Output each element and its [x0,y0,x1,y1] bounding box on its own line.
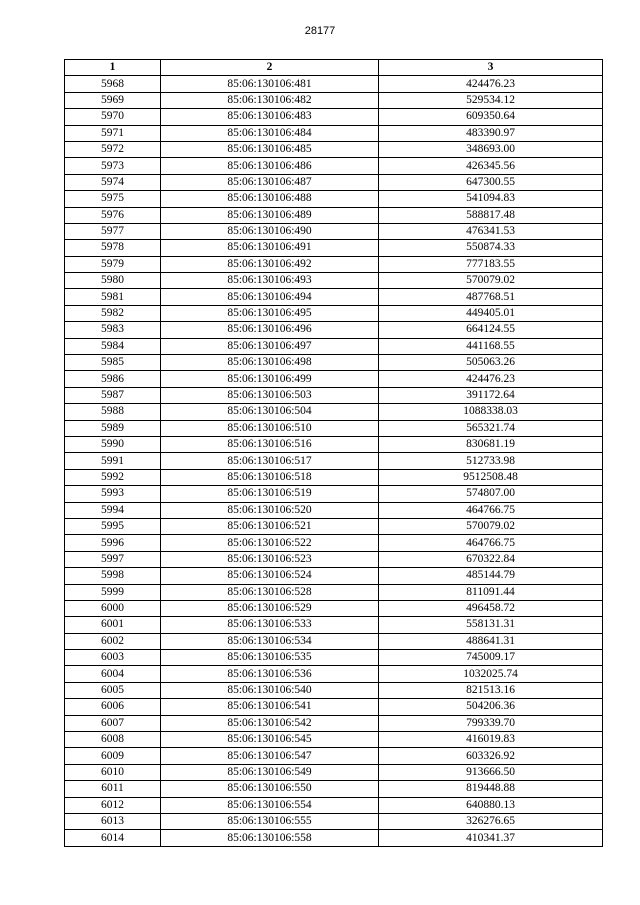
value-cell: 483390.97 [379,125,603,141]
row-number-cell: 6002 [65,633,161,649]
row-number-cell: 5991 [65,453,161,469]
cadastral-number-cell: 85:06:130106:558 [161,830,379,846]
row-number-cell: 5978 [65,240,161,256]
cadastral-number-cell: 85:06:130106:503 [161,387,379,403]
value-cell: 496458.72 [379,600,603,616]
cadastral-number-cell: 85:06:130106:535 [161,650,379,666]
value-cell: 326276.65 [379,813,603,829]
table-row [65,764,603,780]
table-row [65,666,603,682]
row-number-cell: 5996 [65,535,161,551]
table-row [65,748,603,764]
row-number-cell: 5997 [65,551,161,567]
column-header-3: 3 [379,60,603,76]
cadastral-number-cell: 85:06:130106:517 [161,453,379,469]
value-cell: 777183.55 [379,256,603,272]
table-row [65,486,603,502]
row-number-cell: 5983 [65,322,161,338]
cadastral-number-cell: 85:06:130106:523 [161,551,379,567]
table-row [65,650,603,666]
cadastral-number-cell: 85:06:130106:555 [161,813,379,829]
row-number-cell: 6010 [65,764,161,780]
row-number-cell: 6003 [65,650,161,666]
row-number-cell: 5995 [65,518,161,534]
row-number-cell: 5986 [65,371,161,387]
cadastral-number-cell: 85:06:130106:493 [161,273,379,289]
value-cell: 1032025.74 [379,666,603,682]
table-row [65,420,603,436]
row-number-cell: 6001 [65,617,161,633]
table-row [65,256,603,272]
table-row [65,404,603,420]
table-row [65,535,603,551]
table-row [65,502,603,518]
table-row [65,174,603,190]
value-cell: 464766.75 [379,502,603,518]
row-number-cell: 6011 [65,781,161,797]
row-number-cell: 5970 [65,109,161,125]
cadastral-number-cell: 85:06:130106:482 [161,92,379,108]
value-cell: 565321.74 [379,420,603,436]
value-cell: 574807.00 [379,486,603,502]
row-number-cell: 6000 [65,600,161,616]
table-row [65,109,603,125]
row-number-cell: 5971 [65,125,161,141]
cadastral-number-cell: 85:06:130106:486 [161,158,379,174]
cadastral-number-cell: 85:06:130106:485 [161,141,379,157]
page-number: 28177 [304,25,336,37]
table-row [65,781,603,797]
row-number-cell: 5994 [65,502,161,518]
row-number-cell: 5977 [65,223,161,239]
row-number-cell: 5976 [65,207,161,223]
table-row [65,715,603,731]
value-cell: 1088338.03 [379,404,603,420]
row-number-cell: 6008 [65,732,161,748]
table-row [65,568,603,584]
value-cell: 348693.00 [379,141,603,157]
row-number-cell: 6012 [65,797,161,813]
table-row [65,387,603,403]
cadastral-number-cell: 85:06:130106:510 [161,420,379,436]
value-cell: 811091.44 [379,584,603,600]
table-row [65,92,603,108]
table-row [65,338,603,354]
row-number-cell: 5973 [65,158,161,174]
value-cell: 640880.13 [379,797,603,813]
value-cell: 485144.79 [379,568,603,584]
table-row [65,322,603,338]
table-row [65,682,603,698]
table-row [65,289,603,305]
table-row [65,240,603,256]
row-number-cell: 5987 [65,387,161,403]
cadastral-number-cell: 85:06:130106:549 [161,764,379,780]
value-cell: 588817.48 [379,207,603,223]
cadastral-number-cell: 85:06:130106:516 [161,436,379,452]
cadastral-number-cell: 85:06:130106:533 [161,617,379,633]
table-row [65,125,603,141]
value-cell: 647300.55 [379,174,603,190]
table-row [65,600,603,616]
row-number-cell: 5990 [65,436,161,452]
table-row [65,371,603,387]
table-body [65,76,603,846]
cadastral-number-cell: 85:06:130106:499 [161,371,379,387]
cadastral-number-cell: 85:06:130106:498 [161,355,379,371]
cadastral-number-cell: 85:06:130106:489 [161,207,379,223]
value-cell: 609350.64 [379,109,603,125]
cadastral-number-cell: 85:06:130106:487 [161,174,379,190]
table-row [65,551,603,567]
cadastral-number-cell: 85:06:130106:481 [161,76,379,92]
value-cell: 426345.56 [379,158,603,174]
cadastral-number-cell: 85:06:130106:545 [161,732,379,748]
table-row [65,305,603,321]
row-number-cell: 5981 [65,289,161,305]
value-cell: 570079.02 [379,518,603,534]
value-cell: 745009.17 [379,650,603,666]
cadastral-number-cell: 85:06:130106:540 [161,682,379,698]
value-cell: 416019.83 [379,732,603,748]
row-number-cell: 5989 [65,420,161,436]
value-cell: 464766.75 [379,535,603,551]
table-row [65,141,603,157]
table-row [65,453,603,469]
table-row [65,584,603,600]
cadastral-number-cell: 85:06:130106:494 [161,289,379,305]
value-cell: 488641.31 [379,633,603,649]
cadastral-number-cell: 85:06:130106:496 [161,322,379,338]
value-cell: 550874.33 [379,240,603,256]
table-row [65,207,603,223]
table-row [65,273,603,289]
cadastral-number-cell: 85:06:130106:550 [161,781,379,797]
row-number-cell: 5969 [65,92,161,108]
table-row [65,355,603,371]
row-number-cell: 6006 [65,699,161,715]
row-number-cell: 5993 [65,486,161,502]
table-row [65,830,603,846]
value-cell: 664124.55 [379,322,603,338]
cadastral-number-cell: 85:06:130106:484 [161,125,379,141]
table-row [65,813,603,829]
cadastral-number-cell: 85:06:130106:518 [161,469,379,485]
value-cell: 570079.02 [379,273,603,289]
row-number-cell: 5968 [65,76,161,92]
value-cell: 799339.70 [379,715,603,731]
row-number-cell: 5999 [65,584,161,600]
table-row [65,699,603,715]
cadastral-number-cell: 85:06:130106:542 [161,715,379,731]
table-row [65,797,603,813]
cadastral-number-cell: 85:06:130106:483 [161,109,379,125]
table-row [65,633,603,649]
row-number-cell: 5982 [65,305,161,321]
value-cell: 391172.64 [379,387,603,403]
row-number-cell: 6005 [65,682,161,698]
cadastral-number-cell: 85:06:130106:492 [161,256,379,272]
value-cell: 476341.53 [379,223,603,239]
column-header-2: 2 [161,60,379,76]
table-row [65,223,603,239]
table-row [65,76,603,92]
cadastral-number-cell: 85:06:130106:554 [161,797,379,813]
row-number-cell: 5988 [65,404,161,420]
row-number-cell: 6013 [65,813,161,829]
cadastral-number-cell: 85:06:130106:547 [161,748,379,764]
cadastral-number-cell: 85:06:130106:541 [161,699,379,715]
table-header [65,60,603,76]
value-cell: 9512508.48 [379,469,603,485]
value-cell: 821513.16 [379,682,603,698]
value-cell: 670322.84 [379,551,603,567]
value-cell: 441168.55 [379,338,603,354]
table-row [65,617,603,633]
value-cell: 830681.19 [379,436,603,452]
cadastral-number-cell: 85:06:130106:490 [161,223,379,239]
value-cell: 558131.31 [379,617,603,633]
column-header-1: 1 [65,60,161,76]
table-row [65,469,603,485]
cadastral-number-cell: 85:06:130106:522 [161,535,379,551]
value-cell: 512733.98 [379,453,603,469]
cadastral-number-cell: 85:06:130106:519 [161,486,379,502]
cadastral-number-cell: 85:06:130106:504 [161,404,379,420]
value-cell: 487768.51 [379,289,603,305]
value-cell: 410341.37 [379,830,603,846]
value-cell: 504206.36 [379,699,603,715]
data-table [64,59,603,847]
value-cell: 449405.01 [379,305,603,321]
table-row [65,191,603,207]
row-number-cell: 5984 [65,338,161,354]
cadastral-number-cell: 85:06:130106:520 [161,502,379,518]
cadastral-number-cell: 85:06:130106:524 [161,568,379,584]
cadastral-number-cell: 85:06:130106:528 [161,584,379,600]
cadastral-number-cell: 85:06:130106:536 [161,666,379,682]
row-number-cell: 5992 [65,469,161,485]
cadastral-number-cell: 85:06:130106:495 [161,305,379,321]
row-number-cell: 5975 [65,191,161,207]
row-number-cell: 5979 [65,256,161,272]
row-number-cell: 6014 [65,830,161,846]
cadastral-number-cell: 85:06:130106:534 [161,633,379,649]
value-cell: 603326.92 [379,748,603,764]
row-number-cell: 5980 [65,273,161,289]
table-row [65,518,603,534]
value-cell: 529534.12 [379,92,603,108]
row-number-cell: 5974 [65,174,161,190]
value-cell: 424476.23 [379,76,603,92]
value-cell: 541094.83 [379,191,603,207]
row-number-cell: 6004 [65,666,161,682]
cadastral-number-cell: 85:06:130106:521 [161,518,379,534]
row-number-cell: 5998 [65,568,161,584]
cadastral-number-cell: 85:06:130106:529 [161,600,379,616]
row-number-cell: 5985 [65,355,161,371]
table-row [65,158,603,174]
cadastral-number-cell: 85:06:130106:497 [161,338,379,354]
value-cell: 819448.88 [379,781,603,797]
value-cell: 424476.23 [379,371,603,387]
cadastral-number-cell: 85:06:130106:488 [161,191,379,207]
value-cell: 505063.26 [379,355,603,371]
table-row [65,732,603,748]
row-number-cell: 5972 [65,141,161,157]
cadastral-number-cell: 85:06:130106:491 [161,240,379,256]
row-number-cell: 6009 [65,748,161,764]
row-number-cell: 6007 [65,715,161,731]
value-cell: 913666.50 [379,764,603,780]
table-row [65,436,603,452]
header-row [65,60,603,76]
